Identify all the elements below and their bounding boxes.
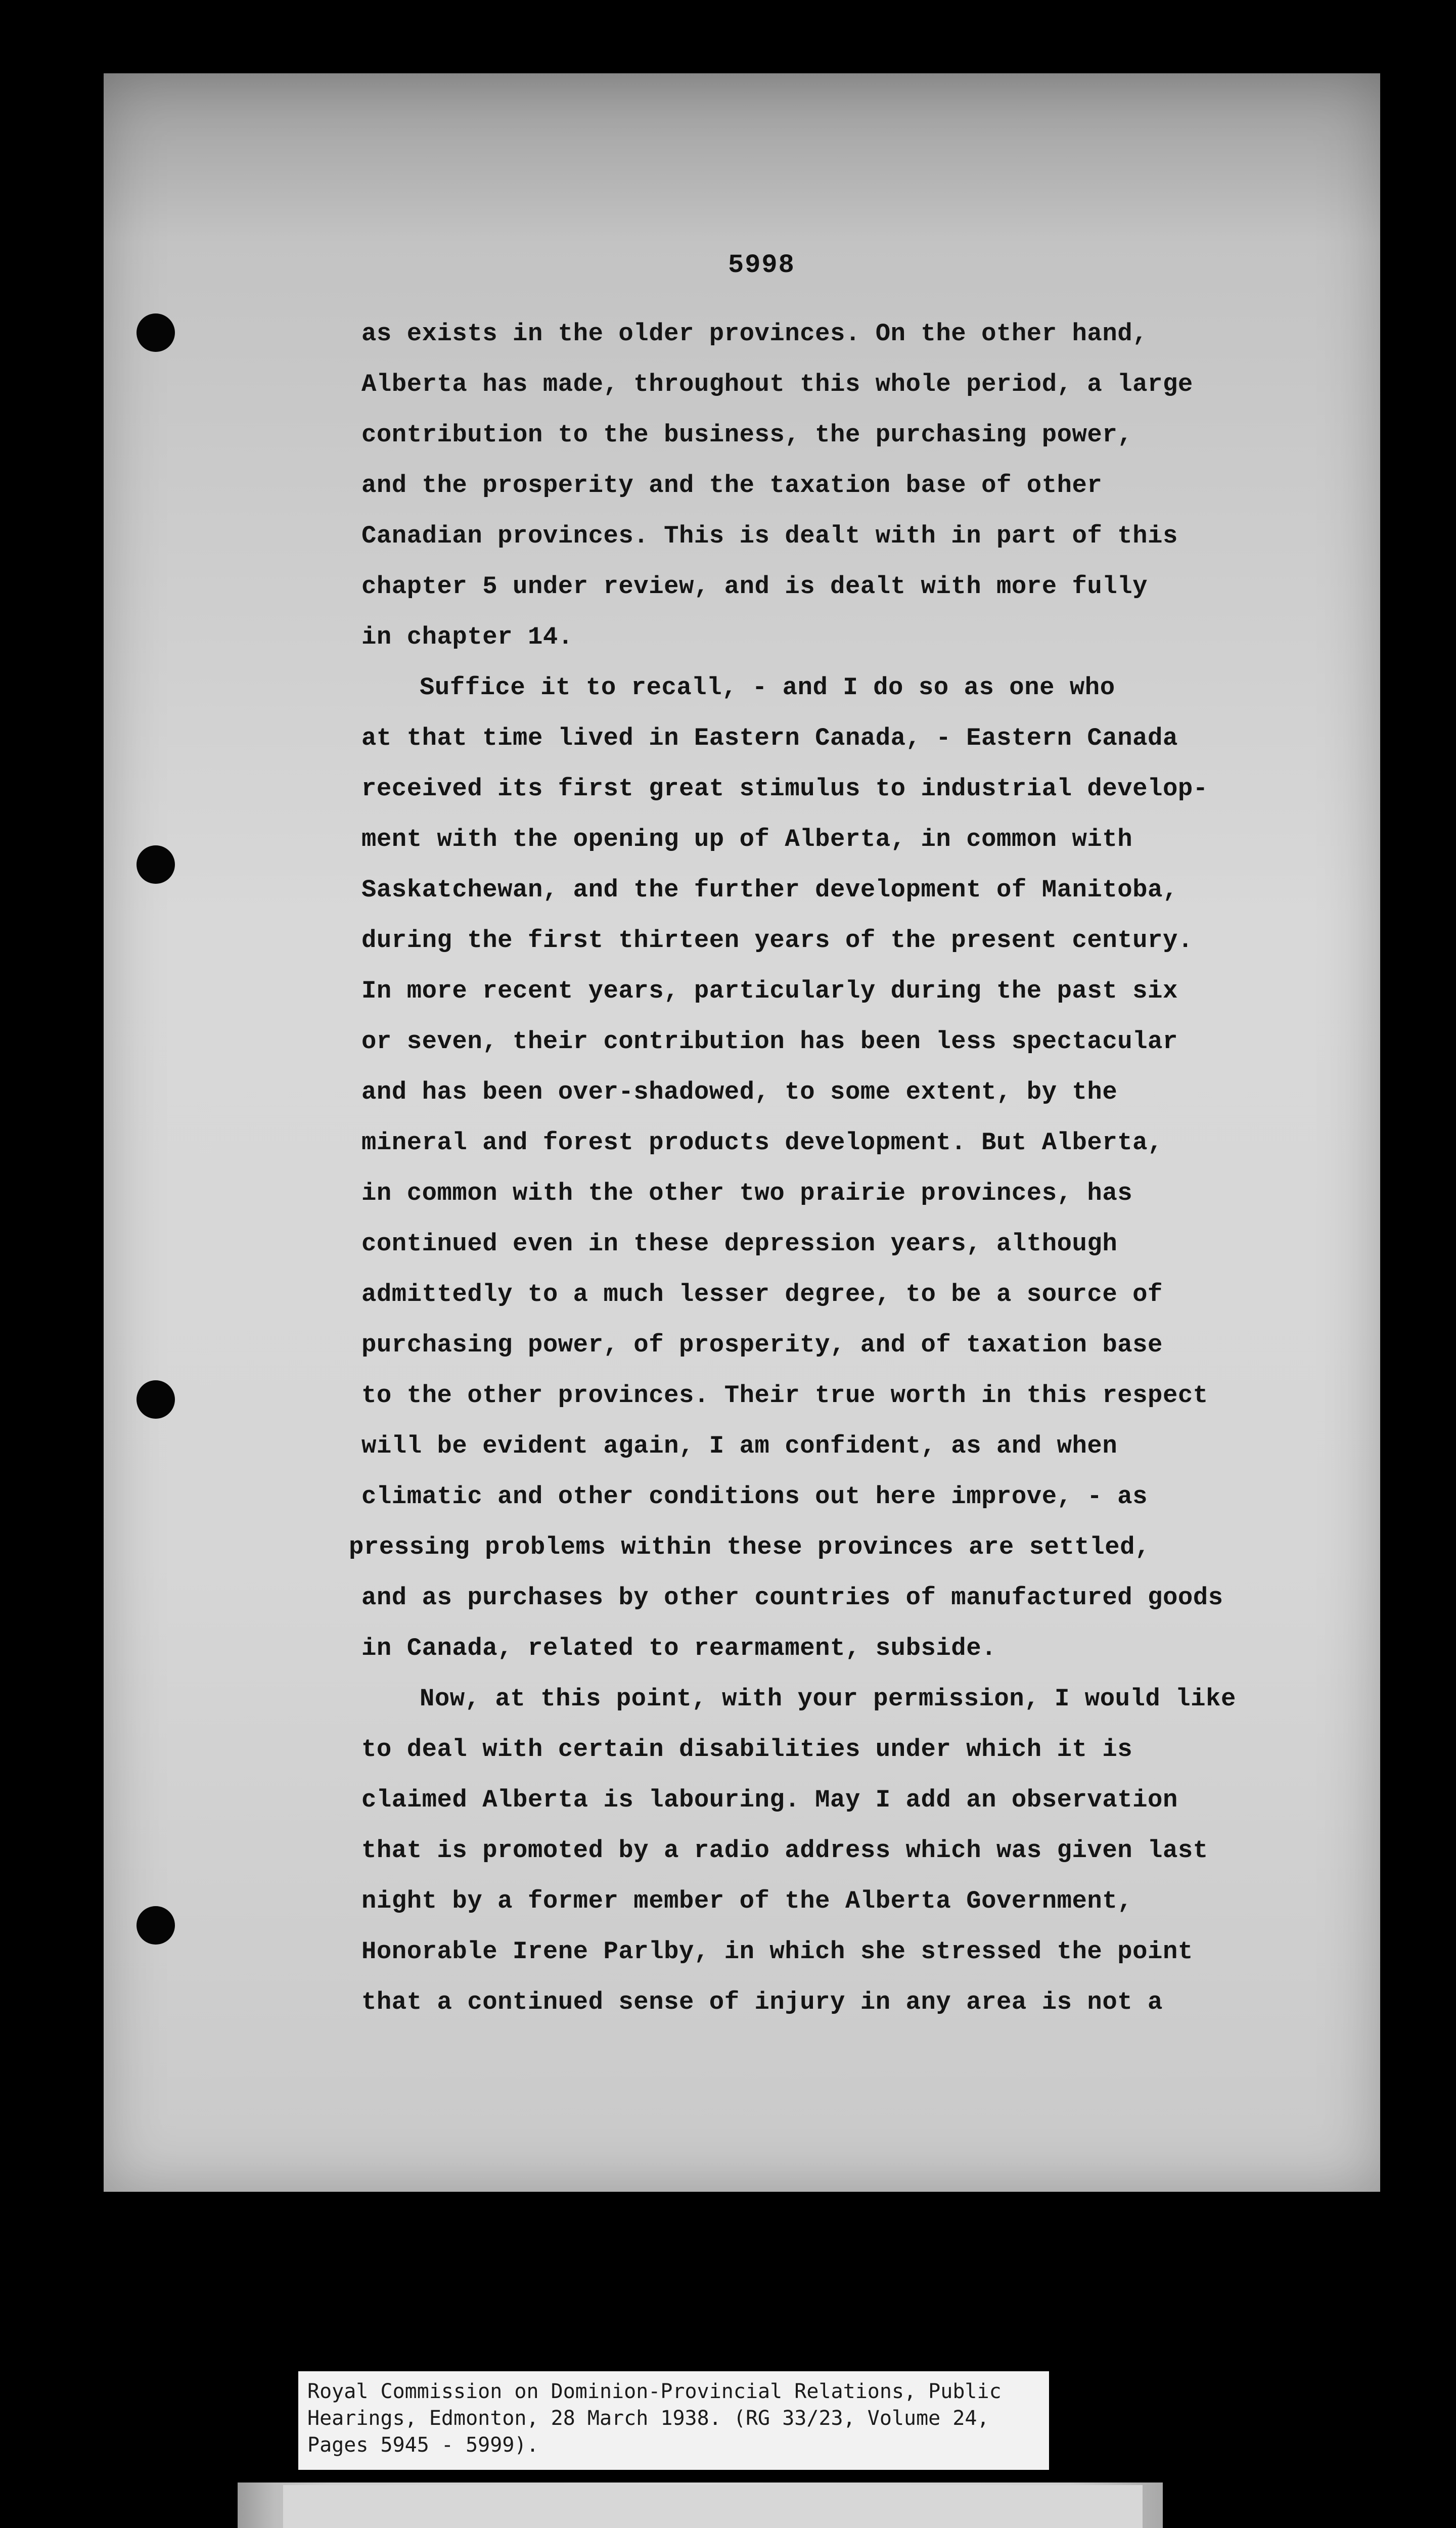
binder-hole-4 [136,1906,175,1945]
text-line: during the first thirteen years of the present century. [361,926,1193,955]
text-line: Now, at this point, with your permission, I would like [420,1685,1236,1713]
text-line: or seven, their contribution has been less spectacular [361,1027,1178,1056]
text-line: mineral and forest products development. But Alberta, [361,1128,1163,1157]
text-line: and has been over-shadowed, to some extent, by the [361,1078,1118,1106]
text-line: admittedly to a much lesser degree, to be a source of [361,1280,1163,1308]
binder-hole-1 [136,313,175,352]
text-line: night by a former member of the Alberta Government, [361,1887,1133,1915]
text-line: to deal with certain disabilities under which it is [361,1735,1133,1764]
page-number: 5998 [728,250,795,280]
text-line: climatic and other conditions out here improve, - as [361,1482,1148,1511]
binder-hole-3 [136,1380,175,1419]
text-line: in chapter 14. [361,623,573,651]
text-line: that a continued sense of injury in any area is not a [361,1988,1163,2016]
text-line: to the other provinces. Their true worth in this respect [361,1381,1208,1410]
text-line: in Canada, related to rearmament, subside. [361,1634,997,1662]
text-line: Alberta has made, throughout this whole period, a large [361,370,1193,398]
text-line: ment with the opening up of Alberta, in common with [361,825,1133,853]
text-line: and as purchases by other countries of manufactured goods [361,1584,1223,1612]
text-line: purchasing power, of prosperity, and of taxation base [361,1331,1163,1359]
text-line: Saskatchewan, and the further development of Manitoba, [361,876,1178,904]
text-line: at that time lived in Eastern Canada, - Eastern Canada [361,724,1178,752]
binder-hole-2 [136,845,175,884]
text-line: In more recent years, particularly during the past six [361,977,1178,1005]
archival-citation-label [298,2371,1049,2470]
text-line: received its first great stimulus to industrial develop- [361,775,1208,803]
text-line: that is promoted by a radio address which was given last [361,1836,1208,1865]
text-line: contribution to the business, the purchasing power, [361,421,1133,449]
text-line: pressing problems within these provinces are settled, [349,1533,1150,1561]
text-line: will be evident again, I am confident, as and when [361,1432,1118,1460]
text-line: claimed Alberta is labouring. May I add an observation [361,1786,1178,1814]
typewritten-text [349,308,1337,2027]
text-line: chapter 5 under review, and is dealt with more fully [361,572,1148,601]
citation-line: Hearings, Edmonton, 28 March 1938. (RG 33/23, Volume 24, [307,2407,989,2430]
text-line: Honorable Irene Parlby, in which she stressed the point [361,1937,1193,1966]
text-line: Canadian provinces. This is dealt with in part of this [361,522,1178,550]
public-archives-stamp [283,2485,1143,2528]
text-line: Suffice it to recall, - and I do so as one who [420,673,1115,702]
citation-line: Royal Commission on Dominion-Provincial Relations, Public [307,2380,1002,2403]
text-line: in common with the other two prairie provinces, has [361,1179,1133,1207]
citation-line: Pages 5945 - 5999). [307,2433,539,2457]
text-line: as exists in the older provinces. On the other hand, [361,320,1148,348]
text-line: continued even in these depression years, although [361,1230,1118,1258]
text-line: and the prosperity and the taxation base of other [361,471,1103,500]
